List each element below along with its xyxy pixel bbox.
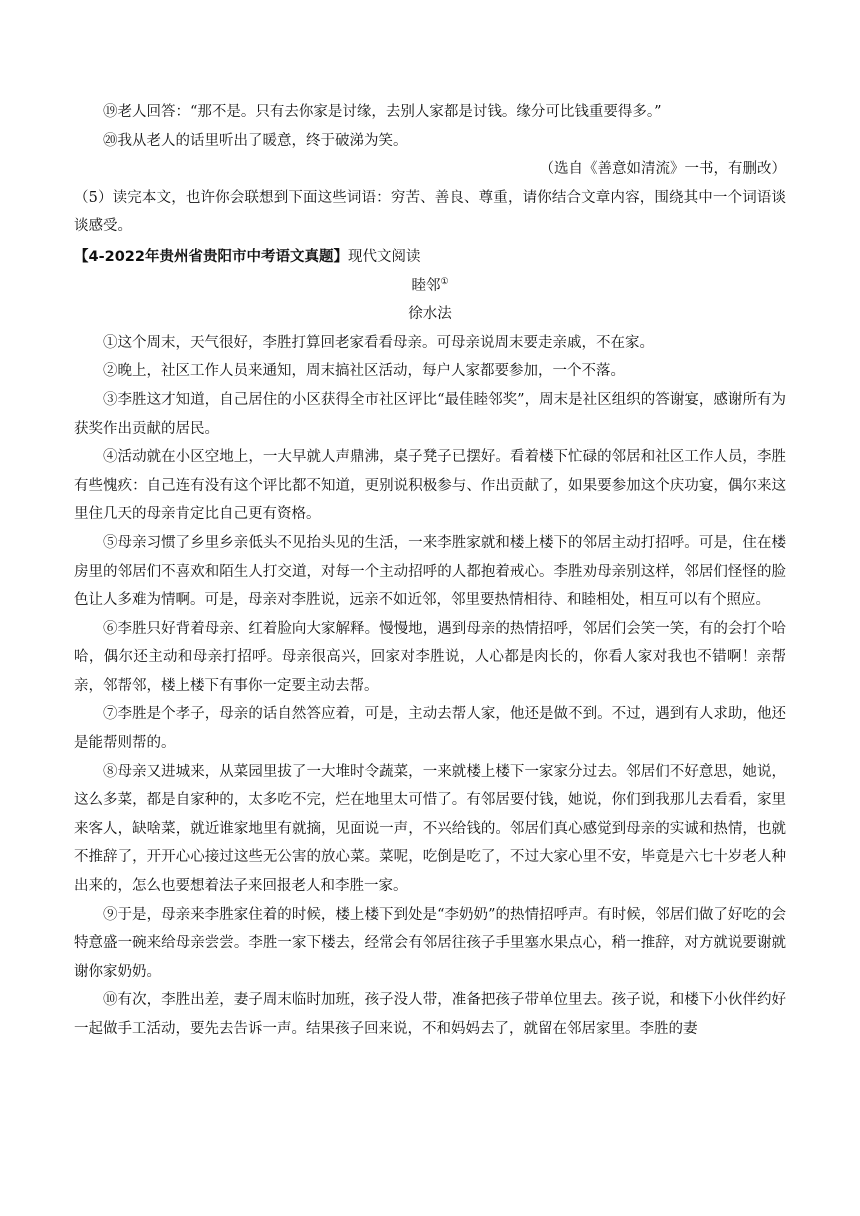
document-page <box>74 98 786 1044</box>
paragraph-6: ⑥李胜只好背着母亲、红着脸向大家解释。慢慢地，遇到母亲的热情招呼，邻居们会笑一笑，有的会打个哈哈，偶尔还主动和母亲打招呼。母亲很高兴，回家对李胜说，人心都是肉长的，你看人家对我也不错啊！亲帮亲，邻帮邻，楼上楼下有事你一定要主动去帮。 <box>74 620 786 694</box>
paragraph-1: ①这个周末，天气很好，李胜打算回老家看看母亲。可母亲说周末要走亲戚，不在家。 <box>103 334 654 351</box>
paragraph-4: ④活动就在小区空地上，一大早就人声鼎沸，桌子凳子已摆好。看着楼下忙碌的邻居和社区工作人员，李胜有些愧疚：自己连有没有这个评比都不知道，更别说积极参与、作出贡献了，如果要参加这个庆功宴，偶尔来这里住几天的母亲肯定比自己更有资格。 <box>74 449 786 523</box>
paragraph-9: ⑨于是，母亲来李胜家住着的时候，楼上楼下到处是“李奶奶”的热情招呼声。有时候，邻居们做了好吃的会特意盛一碗来给母亲尝尝。李胜一家下楼去，经常会有邻居往孩子手里塞水果点心，稍一推辞，对方就说要谢就谢你家奶奶。 <box>74 906 786 980</box>
paragraph-7: ⑦李胜是个孝子，母亲的话自然答应着，可是，主动去帮人家，他还是做不到。不过，遇到有人求助，他还是能帮则帮的。 <box>74 706 786 752</box>
section-heading-rest: 现代文阅读 <box>347 248 421 265</box>
article-title-footnote-mark: ① <box>440 276 449 287</box>
paragraph-20: ⑳我从老人的话里听出了暖意，终于破涕为笑。 <box>103 132 408 149</box>
article-title-text: 睦邻 <box>411 277 441 294</box>
section-heading-bold: 【4-2022年贵州省贵阳市中考语文真题】 <box>74 248 348 265</box>
section-heading <box>74 243 786 272</box>
question-5: （5）读完本文，也许你会联想到下面这些词语：穷苦、善良、尊重，请你结合文章内容，围绕其中一个词语谈谈感受。 <box>74 189 786 235</box>
source-note: （选自《善意如清流》一书，有删改） <box>539 161 786 178</box>
paragraph-8: ⑧母亲又进城来，从菜园里拔了一大堆时令蔬菜，一来就楼上楼下一家家分过去。邻居们不好意思，她说，这么多菜，都是自家种的，太多吃不完，烂在地里太可惜了。有邻居要付钱，她说，你们到我那儿去看看，家里来客人，缺啥菜，就近谁家地里有就摘，见面说一声，不兴给钱的。邻居们真心感觉到母亲的实诚和热情，也就不推辞了，开开心心接过这些无公害的放心菜。菜呢，吃倒是吃了，不过大家心里不安，毕竟是六七十岁老人种出来的，怎么也要想着法子来回报老人和李胜一家。 <box>74 763 786 895</box>
article-author: 徐水法 <box>408 306 452 323</box>
paragraph-5: ⑤母亲习惯了乡里乡亲低头不见抬头见的生活，一来李胜家就和楼上楼下的邻居主动打招呼。可是，住在楼房里的邻居们不喜欢和陌生人打交道，对每一个主动招呼的人都抱着戒心。李胜劝母亲别这样，邻居们怪怪的脸色让人多难为情啊。可是，母亲对李胜说，远亲不如近邻，邻里要热情相待、和睦相处，相互可以有个照应。 <box>74 534 786 609</box>
paragraph-19: ⑲老人回答：“那不是。只有去你家是讨缘，去别人家都是讨钱。缘分可比钱重要得多。” <box>103 104 662 120</box>
article-title <box>74 272 786 301</box>
paragraph-2: ②晚上，社区工作人员来通知，周末搞社区活动，每户人家都要参加，一个不落。 <box>103 363 625 380</box>
paragraph-10: ⑩有次，李胜出差，妻子周末临时加班，孩子没人带，准备把孩子带单位里去。孩子说，和楼下小伙伴约好一起做手工活动，要先去告诉一声。结果孩子回来说，不和妈妈去了，就留在邻居家里。李胜的妻 <box>74 992 786 1037</box>
paragraph-3: ③李胜这才知道，自己居住的小区获得全市社区评比“最佳睦邻奖”，周末是社区组织的答谢宴，感谢所有为获奖作出贡献的居民。 <box>74 391 786 437</box>
